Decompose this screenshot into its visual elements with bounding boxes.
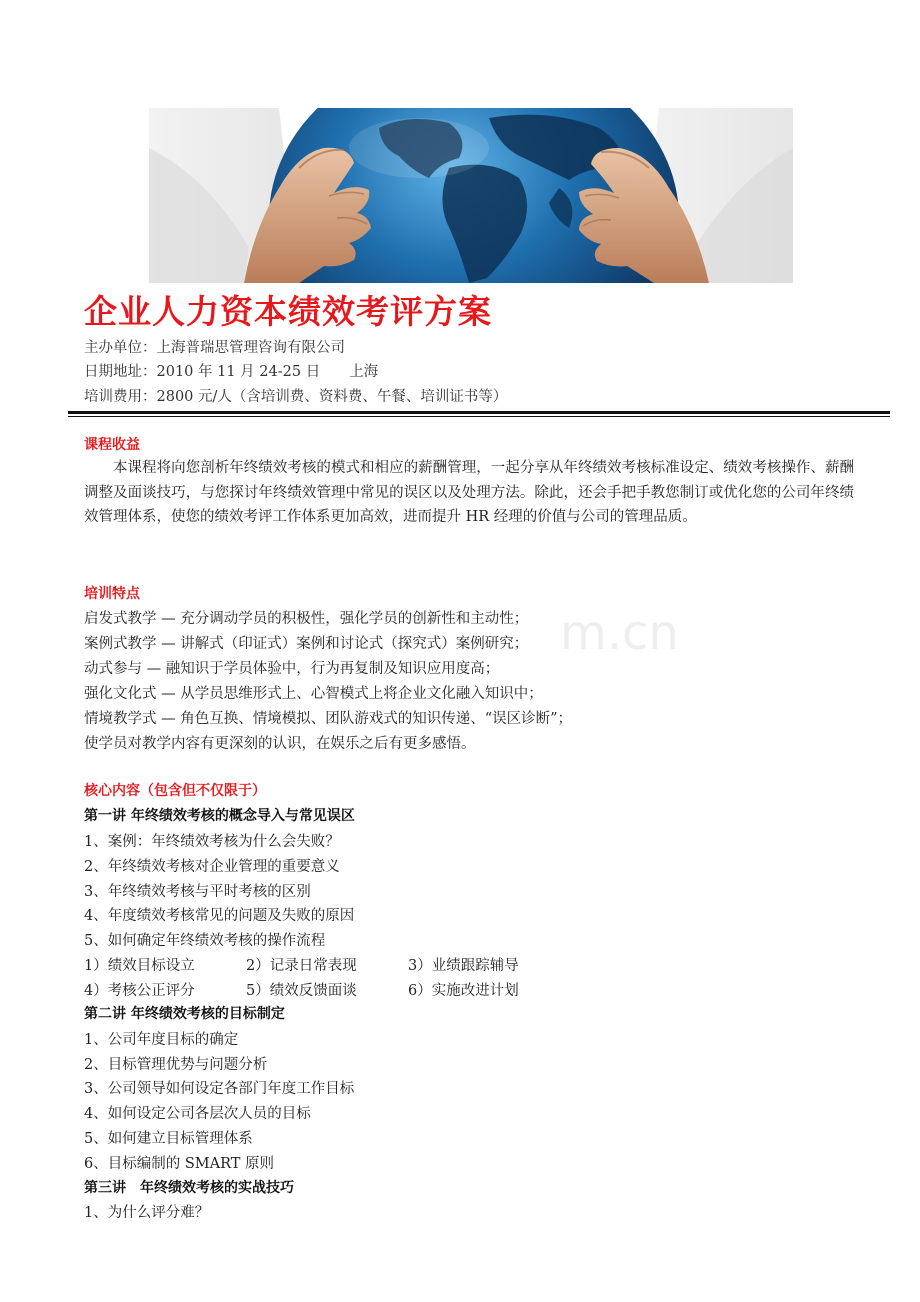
- lecture-2-item: 1、公司年度目标的确定: [84, 1032, 239, 1048]
- feature-item: 动式参与 — 融知识于学员体验中，行为再复制及知识应用度高；: [84, 661, 500, 677]
- watermark-text: m.cn: [560, 605, 679, 661]
- lecture-2-item: 3、公司领导如何设定各部门年度工作目标: [84, 1081, 355, 1097]
- lecture-2-title: 第二讲 年终绩效考核的目标制定: [84, 1006, 285, 1022]
- date-location-line: 日期地址：2010 年 11 月 24-25 日 上海: [84, 364, 379, 380]
- core-content-heading: 核心内容（包含但不仅限于）: [84, 783, 266, 799]
- feature-item: 案例式教学 — 讲解式（印证式）案例和讨论式（探究式）案例研究；: [84, 636, 529, 652]
- organizer-line: 主办单位：上海普瑞思管理咨询有限公司: [84, 340, 345, 356]
- banner-globe-image: [149, 108, 793, 283]
- fee-line: 培训费用：2800 元/人（含培训费、资料费、午餐、培训证书等）: [84, 389, 508, 405]
- lecture-1-item: 2、年终绩效考核对企业管理的重要意义: [84, 859, 340, 875]
- lecture-1-item: 4、年度绩效考核常见的问题及失败的原因: [84, 908, 355, 924]
- feature-item: 情境教学式 — 角色互换、情境模拟、团队游戏式的知识传递、“误区诊断”；: [84, 711, 573, 727]
- process-step: 4）考核公正评分: [84, 983, 195, 999]
- process-step: 1）绩效目标设立: [84, 958, 195, 974]
- lecture-2-item: 4、如何设定公司各层次人员的目标: [84, 1106, 311, 1122]
- process-step: 5）绩效反馈面谈: [246, 983, 357, 999]
- lecture-1-item: 1、案例：年终绩效考核为什么会失败？: [84, 834, 340, 850]
- benefits-paragraph: 本课程将向您剖析年终绩效考核的模式和相应的薪酬管理，一起分享从年终绩效考核标准设定、绩效考核操作、薪酬调整及面谈技巧，与您探讨年终绩效管理中常见的误区以及处理方法。除此，还会手把手教您制订或优化您的公司年终绩效管理体系，使您的绩效考评工作体系更加高效，进而提升 HR 经理的价值与公司的管理品质。: [84, 460, 854, 525]
- process-step: 3）业绩跟踪辅导: [408, 958, 519, 974]
- lecture-1-item: 3、年终绩效考核与平时考核的区别: [84, 884, 311, 900]
- process-step: 6）实施改进计划: [408, 983, 519, 999]
- feature-item: 使学员对教学内容有更深刻的认识，在娱乐之后有更多感悟。: [84, 736, 476, 752]
- benefits-heading: 课程收益: [84, 437, 140, 453]
- feature-item: 强化文化式 — 从学员思维形式上、心智模式上将企业文化融入知识中；: [84, 686, 543, 702]
- features-heading: 培训特点: [84, 586, 140, 602]
- lecture-3-item: 1、为什么评分难？: [84, 1205, 210, 1221]
- page-title: 企业人力资本绩效考评方案: [84, 292, 492, 331]
- header-divider-thick: [68, 411, 890, 414]
- header-divider-thin: [68, 416, 890, 417]
- lecture-1-title: 第一讲 年终绩效考核的概念导入与常见误区: [84, 808, 355, 824]
- feature-item: 启发式教学 — 充分调动学员的积极性，强化学员的创新性和主动性；: [84, 611, 529, 627]
- lecture-2-item: 6、目标编制的 SMART 原则: [84, 1156, 275, 1172]
- process-step: 2）记录日常表现: [246, 958, 357, 974]
- lecture-2-item: 5、如何建立目标管理体系: [84, 1131, 253, 1147]
- lecture-3-title: 第三讲 年终绩效考核的实战技巧: [84, 1180, 294, 1196]
- lecture-2-item: 2、目标管理优势与问题分析: [84, 1057, 268, 1073]
- lecture-1-item: 5、如何确定年终绩效考核的操作流程: [84, 933, 326, 949]
